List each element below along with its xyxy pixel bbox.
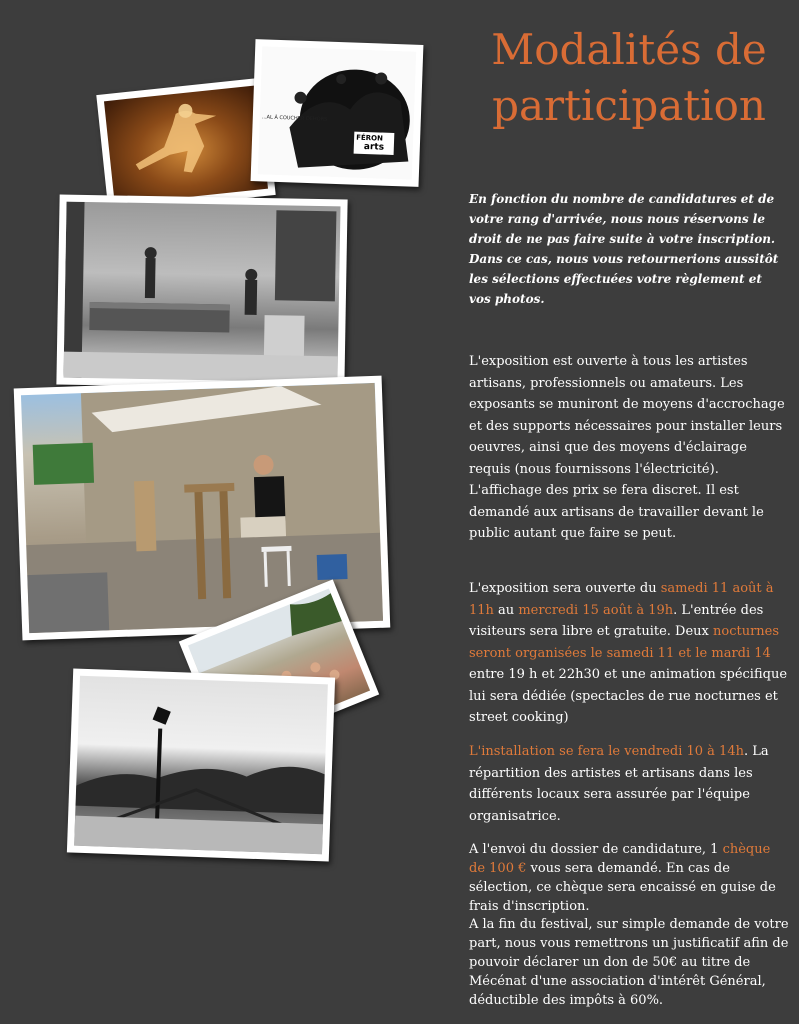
poster-text-2: FÉRON	[356, 133, 384, 143]
poster-text-1: ...AL À COUCHER DEHORS	[261, 114, 328, 123]
p4-text-1: A l'envoi du dossier de candidature, 1	[469, 842, 723, 857]
p2-text-1: L'exposition sera ouverte du	[469, 581, 661, 596]
paragraph-exposition: L'exposition est ouverte à tous les artistes artisans, professionnels ou amateurs. Les exposants se muniront de moyens d'accrochage et des supports nécessaires pour installer leurs oeuvres, ainsi que des moyens d'éclairage requis (nous fournissons l'électricité). L'affichage des prix se fera discret. Il est demandé aux artisans de travailler devant le public autant que faire se peut.	[469, 354, 785, 541]
p2-text-3: . L'entrée des visiteurs sera libre et gratuite. Deux	[469, 602, 764, 639]
workshop-scene	[63, 202, 340, 383]
p2-highlight-start-date: samedi 11 août à 11h	[469, 581, 774, 618]
p4-text-2: vous sera demandé. En cas de sélection, ce chèque sera encaissé en guise de frais d'inscription.	[469, 861, 776, 914]
p4-highlight-cheque: chèque de 100 €	[469, 842, 771, 876]
performer-scene	[74, 676, 328, 855]
paragraph-cheque	[469, 840, 789, 916]
p2-highlight-nocturnes: nocturnes seront organisées le samedi 11 et le mardi 14	[469, 624, 780, 661]
p2-text-4: entre 19 h et 22h30 et une animation spécifique lui sera dédiée (spectacles de rue nocturnes et street cooking)	[469, 667, 788, 725]
dancer-silhouette	[104, 85, 268, 205]
p3-highlight-installation: L'installation se fera le vendredi 10 à 14h	[469, 744, 744, 759]
title-line-2: participation	[492, 81, 766, 130]
poster-graphic	[258, 46, 416, 179]
paragraph-installation	[469, 741, 789, 827]
photo-performer	[67, 668, 335, 861]
photo-poster	[251, 39, 424, 187]
title-line-1: Modalités de	[491, 25, 767, 74]
paragraph-dates	[469, 578, 789, 729]
intro-paragraph: En fonction du nombre de candidatures et de votre rang d'arrivée, nous nous réservons le droit de ne pas faire suite à votre inscription. Dans ce cas, nous vous retournerions aussitôt les sélections effectuées votre règlement et vos photos.	[469, 192, 779, 306]
p3-text-1: . La répartition des artistes et artisans dans les différents locaux sera assurée par l'équipe organisatrice.	[469, 744, 769, 824]
p2-highlight-end-date: mercredi 15 août à 19h	[518, 602, 674, 618]
p2-text-2: au	[493, 602, 519, 618]
photo-dancer	[96, 78, 275, 213]
page-title	[470, 22, 788, 134]
poster-text-3: arts	[363, 141, 385, 153]
paragraph-mecenat: A la fin du festival, sur simple demande de votre part, nous vous remettrons un justificatif afin de pouvoir déclarer un don de 50€ au titre de Mécénat d'une association d'intérêt Général, déductible des impôts à 60%.	[469, 917, 789, 1008]
photo-workshop	[56, 195, 347, 390]
